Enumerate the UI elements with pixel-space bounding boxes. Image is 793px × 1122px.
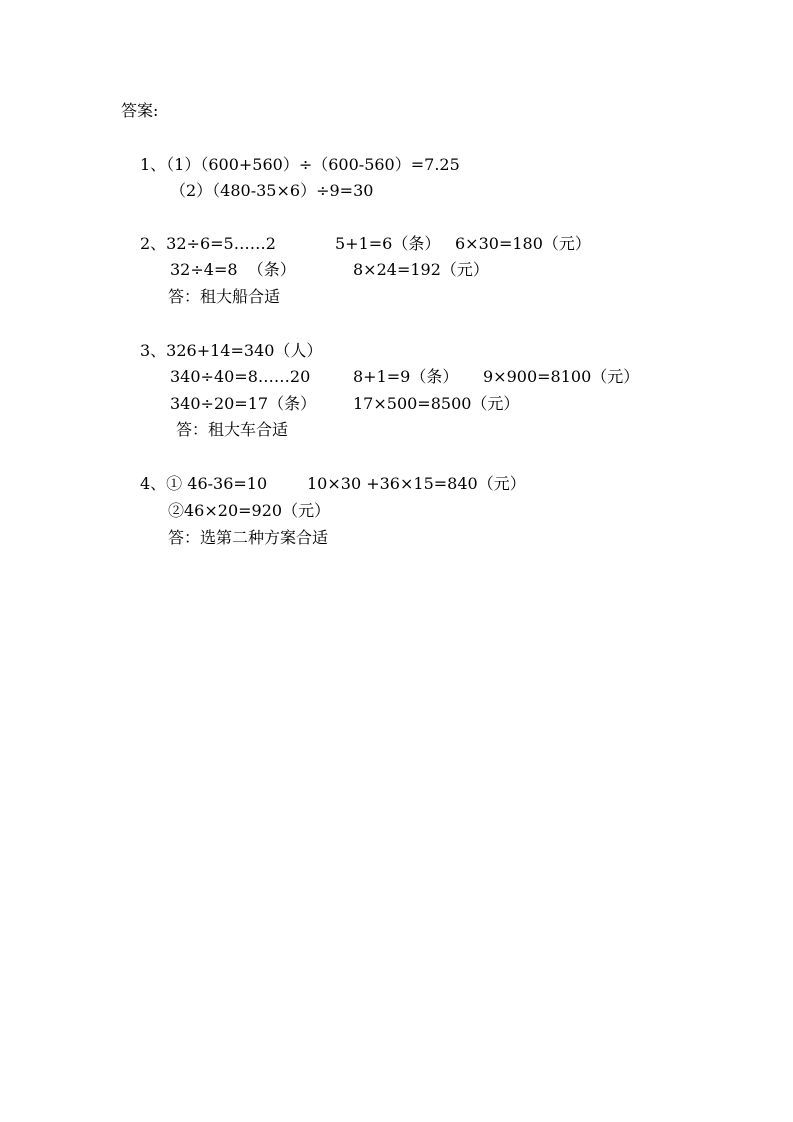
q1-line-1: 1、（1）（600+560）÷（600-560）=7.25 bbox=[140, 155, 460, 174]
q2-calc-remainder: 2、32÷6=5……2 bbox=[140, 234, 276, 253]
q2-answer: 答：租大船合适 bbox=[168, 287, 281, 306]
q3-line-2 bbox=[170, 367, 670, 387]
q4-answer: 答：选第二种方案合适 bbox=[168, 528, 329, 547]
q2-line-1 bbox=[140, 234, 660, 254]
q3-line-1: 3、326+14=340（人） bbox=[140, 341, 323, 360]
q3-calc-buses: 8+1=9（条） bbox=[353, 367, 459, 386]
q2-line-2 bbox=[170, 260, 650, 280]
q2-calc-cost-big: 8×24=192（元） bbox=[353, 260, 489, 279]
q3-calc-cost-small: 9×900=8100（元） bbox=[483, 367, 640, 386]
answer-heading: 答案: bbox=[121, 101, 159, 120]
q3-calc-big-buses: 340÷20=17（条） bbox=[170, 394, 317, 413]
q4-line-1 bbox=[140, 474, 620, 494]
q2-calc-cost-small: 6×30=180（元） bbox=[455, 234, 591, 253]
q4-line-2: ②46×20=920（元） bbox=[168, 501, 331, 520]
q3-line-3 bbox=[170, 394, 650, 414]
q4-calc-plan-one: 10×30 +36×15=840（元） bbox=[307, 474, 526, 493]
q3-calc-remainder: 340÷40=8……20 bbox=[170, 367, 311, 386]
q2-calc-boats: 5+1=6（条） bbox=[335, 234, 441, 253]
q3-answer: 答：租大车合适 bbox=[176, 420, 289, 439]
q2-calc-big-boats: 32÷4=8 （条） bbox=[170, 260, 296, 279]
q1-line-2: （2）（480-35×6）÷9=30 bbox=[170, 181, 374, 200]
q3-calc-cost-big: 17×500=8500（元） bbox=[353, 394, 520, 413]
q4-calc-difference: 4、① 46-36=10 bbox=[140, 474, 268, 493]
